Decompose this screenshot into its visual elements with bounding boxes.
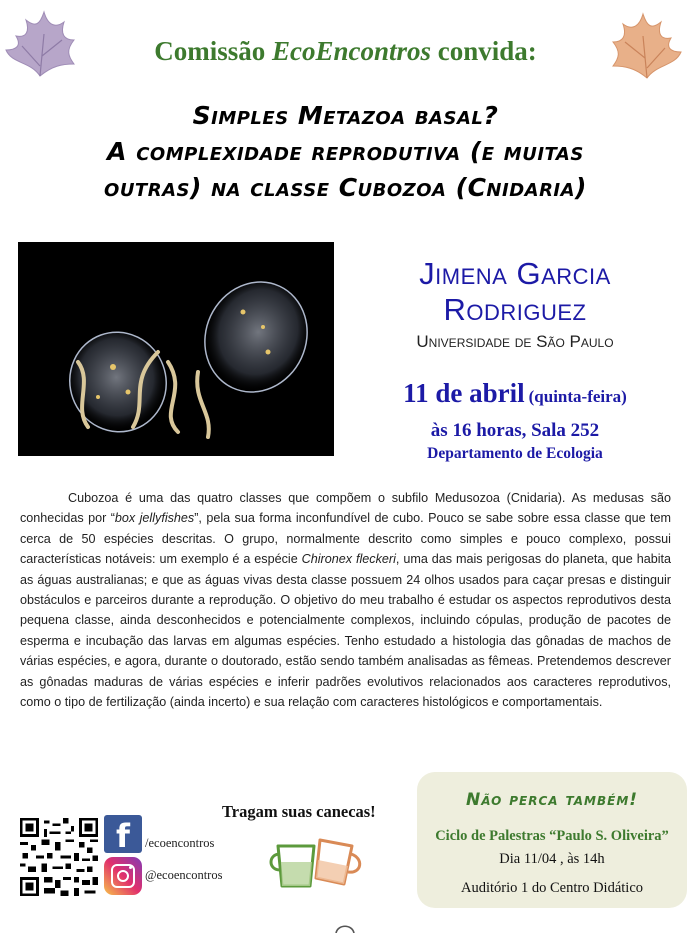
abstract-part-3: , uma das mais perigosas do planeta, que habita as águas australianas; e que as águas vivas desta classe possuem 24 olhos usados para caçar presas e distinguir obstáculos e parceiros durante a reprodução. O objetivo do meu trabalho é estudar os aspectos reprodutivos desta pequena classe, ainda desconhecidos e potencialmente complexos, incluindo cópulas, produção de pacotes de esperma e incubação das larvas em algumas espécies. Tenho estudado a histologia das gônadas de machos de várias espécies, e agora, durante o doutorado, estão sendo também analisadas as fêmeas. Pretendemos descrever as gônadas maduras de várias espécies e inferir padrões evolutivos relacionados aos caracteres reprodutivos, como o tipo de fertilização (ainda incerto) e sua relação com caracteres histológicos e comportamentais. <box>20 552 672 710</box>
bottom-mark-icon <box>334 922 356 933</box>
abstract-italic-1: box jellyfishes <box>114 511 195 526</box>
abstract-part-2: ”, pela sua forma inconfundível de cubo. Pouco se sabe sobre essa classe que tem cerca de 50 espécies descritas. O grupo, normalmente descrito como simples e pouco complexo, possui características notáveis: um exemplo é a espécie <box>20 511 671 567</box>
facebook-icon[interactable] <box>104 815 142 853</box>
title-line-2: A complexidade reprodutiva (e muitas <box>107 137 584 166</box>
event-date-main: 11 de abril <box>403 378 525 408</box>
abstract-text <box>20 488 671 712</box>
box-jellyfish-photo <box>18 242 334 456</box>
instagram-dot <box>129 866 132 869</box>
mugs-note: Tragam suas canecas! <box>222 802 376 821</box>
instagram-lens <box>117 870 129 882</box>
event-weekday: (quinta-feira) <box>528 387 627 406</box>
title-line-1: Simples Metazoa basal? <box>192 101 499 130</box>
event-date <box>350 378 680 409</box>
title-line-3: outras) na classe Cubozoa (Cnidaria) <box>104 173 587 202</box>
header-highlight: EcoEncontros <box>271 36 432 66</box>
qr-code-icon[interactable] <box>20 818 98 896</box>
abstract-part-1: Cubozoa é uma das quatro classes que compõem o subfilo Medusozoa (Cnidaria). As medusas são conhecidas por “ <box>20 491 671 526</box>
event-time-place: às 16 horas, Sala 252 <box>430 420 600 441</box>
abstract-italic-2: Chironex fleckeri <box>301 552 396 567</box>
also-title: Não perca também! <box>465 790 639 810</box>
talk-title <box>20 98 671 206</box>
instagram-icon[interactable] <box>104 857 142 895</box>
header-suffix: convida: <box>431 36 537 66</box>
also-series: Ciclo de Palestras “Paulo S. Oliveira” <box>435 828 669 844</box>
header-prefix: Comissão <box>154 36 272 66</box>
also-place: Auditório 1 do Centro Didático <box>460 880 644 896</box>
facebook-letter: f <box>116 817 130 853</box>
invitation-header <box>0 36 691 67</box>
speaker-institution: Universidade de São Paulo <box>416 332 614 351</box>
also-date: Dia 11/04 , às 14h <box>499 851 605 867</box>
event-department: Departamento de Ecologia <box>427 445 603 462</box>
also-event-box <box>417 772 687 908</box>
instagram-handle[interactable]: @ecoencontros <box>145 868 223 882</box>
facebook-handle[interactable]: /ecoencontros <box>145 836 215 850</box>
speaker-name: Jimena Garcia Rodriguez <box>419 256 611 327</box>
mugs-icon <box>268 832 368 896</box>
